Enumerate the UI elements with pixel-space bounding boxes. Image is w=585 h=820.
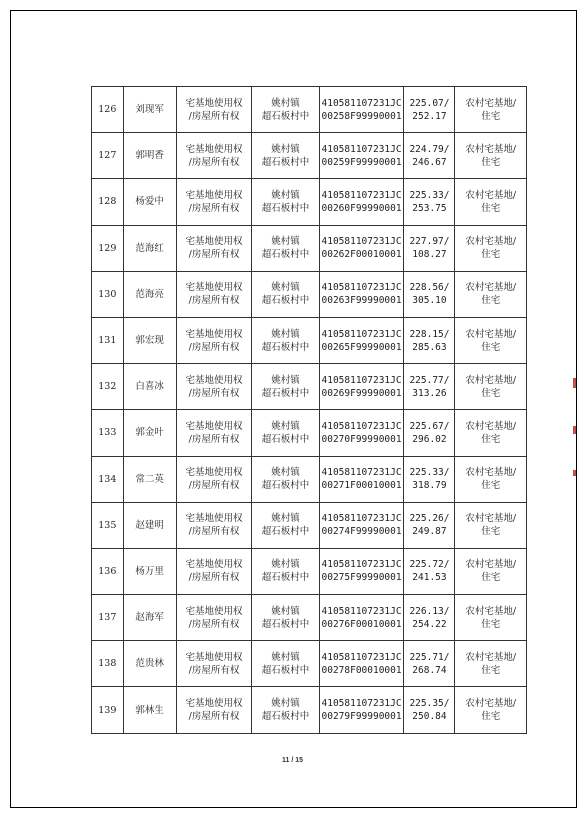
location-cell-text: 姚村镇 <box>271 328 300 340</box>
unit-code-cell <box>319 410 404 456</box>
usage-cell <box>455 179 527 225</box>
unit-code-cell-text: 410581107231JC <box>321 374 402 386</box>
right-type-cell-text: 宅基地使用权 <box>185 143 243 155</box>
unit-code-cell-text: 410581107231JC <box>321 97 402 109</box>
location-cell-text: 超石板村中 <box>261 711 310 723</box>
row-number-cell-text: 129 <box>98 242 117 254</box>
unit-code-cell-text: 00263F99990001 <box>321 295 402 307</box>
unit-code-cell-text: 00276F00010001 <box>321 618 402 630</box>
right-type-cell-text: 宅基地使用权 <box>185 698 243 710</box>
location-cell-text: 超石板村中 <box>261 202 310 214</box>
location-cell <box>252 641 319 687</box>
usage-cell-text: 农村宅基地/ <box>465 143 517 155</box>
owner-name-cell <box>123 641 176 687</box>
area-cell-text: 225.72/ <box>409 559 450 571</box>
area-cell-text: 225.35/ <box>409 698 450 710</box>
row-number-cell-text: 138 <box>98 658 117 670</box>
location-cell-text: 姚村镇 <box>271 282 300 294</box>
right-type-cell-text: 宅基地使用权 <box>185 559 243 571</box>
right-type-cell-text: /房屋所有权 <box>188 618 240 630</box>
area-cell-text: 241.53 <box>412 572 447 584</box>
usage-cell-text: 农村宅基地/ <box>465 420 517 432</box>
unit-code-cell-text: 00269F99990001 <box>321 387 402 399</box>
area-cell-text: 305.10 <box>412 295 447 307</box>
area-cell-text: 252.17 <box>412 110 447 122</box>
location-cell-text: 姚村镇 <box>271 559 300 571</box>
usage-cell <box>455 87 527 133</box>
usage-cell-text: 农村宅基地/ <box>465 651 517 663</box>
owner-name-cell <box>123 456 176 502</box>
area-cell-text: 313.26 <box>412 387 447 399</box>
unit-code-cell-text: 00275F99990001 <box>321 572 402 584</box>
usage-cell <box>455 225 527 271</box>
right-type-cell-text: /房屋所有权 <box>188 387 240 399</box>
location-cell-text: 超石板村中 <box>261 664 310 676</box>
owner-name-cell-text: 郭林生 <box>135 704 164 716</box>
table-row <box>92 133 527 179</box>
usage-cell-text: 住宅 <box>481 480 501 492</box>
unit-code-cell <box>319 271 404 317</box>
right-type-cell-text: 宅基地使用权 <box>185 97 243 109</box>
row-number-cell-text: 136 <box>98 565 117 577</box>
right-type-cell <box>176 502 252 548</box>
right-type-cell-text: /房屋所有权 <box>188 664 240 676</box>
area-cell-text: 228.15/ <box>409 328 450 340</box>
right-type-cell <box>176 133 252 179</box>
area-cell <box>404 641 455 687</box>
owner-name-cell-text: 赵海军 <box>135 612 164 624</box>
row-number-cell <box>92 179 124 225</box>
area-cell-text: 225.67/ <box>409 420 450 432</box>
right-type-cell <box>176 595 252 641</box>
table-row <box>92 271 527 317</box>
unit-code-cell-text: 00274F99990001 <box>321 526 402 538</box>
usage-cell-text: 住宅 <box>481 664 501 676</box>
location-cell <box>252 687 319 733</box>
location-cell <box>252 225 319 271</box>
unit-code-cell-text: 00271F00010001 <box>321 480 402 492</box>
usage-cell-text: 农村宅基地/ <box>465 328 517 340</box>
owner-name-cell <box>123 548 176 594</box>
usage-cell-text: 农村宅基地/ <box>465 282 517 294</box>
owner-name-cell <box>123 87 176 133</box>
area-cell-text: 296.02 <box>412 433 447 445</box>
row-number-cell <box>92 641 124 687</box>
usage-cell-text: 住宅 <box>481 202 501 214</box>
area-cell <box>404 133 455 179</box>
owner-name-cell <box>123 225 176 271</box>
usage-cell-text: 住宅 <box>481 110 501 122</box>
area-cell-text: 225.71/ <box>409 651 450 663</box>
owner-name-cell <box>123 133 176 179</box>
location-cell-text: 姚村镇 <box>271 97 300 109</box>
unit-code-cell-text: 410581107231JC <box>321 282 402 294</box>
row-number-cell-text: 133 <box>98 427 117 439</box>
unit-code-cell <box>319 225 404 271</box>
unit-code-cell-text: 00262F00010001 <box>321 249 402 261</box>
usage-cell-text: 农村宅基地/ <box>465 97 517 109</box>
owner-name-cell <box>123 502 176 548</box>
row-number-cell-text: 127 <box>98 150 117 162</box>
location-cell-text: 超石板村中 <box>261 110 310 122</box>
table-row <box>92 548 527 594</box>
location-cell-text: 姚村镇 <box>271 236 300 248</box>
right-type-cell-text: /房屋所有权 <box>188 341 240 353</box>
usage-cell-text: 住宅 <box>481 618 501 630</box>
area-cell-text: 224.79/ <box>409 143 450 155</box>
area-cell <box>404 364 455 410</box>
usage-cell <box>455 364 527 410</box>
right-type-cell-text: /房屋所有权 <box>188 295 240 307</box>
usage-cell-text: 住宅 <box>481 249 501 261</box>
unit-code-cell-text: 00258F99990001 <box>321 110 402 122</box>
right-type-cell-text: /房屋所有权 <box>188 433 240 445</box>
unit-code-cell-text: 410581107231JC <box>321 143 402 155</box>
table-row <box>92 179 527 225</box>
owner-name-cell <box>123 687 176 733</box>
right-type-cell <box>176 271 252 317</box>
row-number-cell <box>92 87 124 133</box>
table-row <box>92 364 527 410</box>
location-cell-text: 姚村镇 <box>271 189 300 201</box>
unit-code-cell <box>319 502 404 548</box>
unit-code-cell-text: 410581107231JC <box>321 605 402 617</box>
unit-code-cell-text: 410581107231JC <box>321 420 402 432</box>
area-cell <box>404 687 455 733</box>
area-cell <box>404 87 455 133</box>
usage-cell-text: 农村宅基地/ <box>465 513 517 525</box>
right-type-cell-text: 宅基地使用权 <box>185 374 243 386</box>
location-cell-text: 超石板村中 <box>261 618 310 630</box>
row-number-cell-text: 126 <box>98 104 117 116</box>
location-cell-text: 姚村镇 <box>271 698 300 710</box>
area-cell-text: 225.07/ <box>409 97 450 109</box>
edge-stamp-mark <box>573 470 576 476</box>
usage-cell-text: 住宅 <box>481 387 501 399</box>
unit-code-cell-text: 00279F99990001 <box>321 711 402 723</box>
usage-cell <box>455 502 527 548</box>
unit-code-cell-text: 00278F00010001 <box>321 664 402 676</box>
right-type-cell <box>176 317 252 363</box>
location-cell-text: 超石板村中 <box>261 572 310 584</box>
row-number-cell <box>92 595 124 641</box>
usage-cell-text: 住宅 <box>481 295 501 307</box>
table-row <box>92 225 527 271</box>
right-type-cell-text: 宅基地使用权 <box>185 328 243 340</box>
table-row <box>92 687 527 733</box>
row-number-cell-text: 128 <box>98 196 117 208</box>
right-type-cell <box>176 456 252 502</box>
location-cell-text: 姚村镇 <box>271 651 300 663</box>
unit-code-cell-text: 00265F99990001 <box>321 341 402 353</box>
location-cell-text: 超石板村中 <box>261 341 310 353</box>
row-number-cell <box>92 133 124 179</box>
area-cell <box>404 317 455 363</box>
owner-name-cell-text: 赵建明 <box>135 519 164 531</box>
area-cell <box>404 595 455 641</box>
right-type-cell <box>176 410 252 456</box>
row-number-cell-text: 137 <box>98 612 117 624</box>
right-type-cell-text: /房屋所有权 <box>188 711 240 723</box>
usage-cell-text: 住宅 <box>481 711 501 723</box>
right-type-cell <box>176 179 252 225</box>
unit-code-cell <box>319 595 404 641</box>
location-cell <box>252 595 319 641</box>
area-cell <box>404 456 455 502</box>
area-cell-text: 253.75 <box>412 202 447 214</box>
location-cell-text: 姚村镇 <box>271 374 300 386</box>
row-number-cell <box>92 225 124 271</box>
area-cell-text: 254.22 <box>412 618 447 630</box>
usage-cell-text: 住宅 <box>481 433 501 445</box>
table-row <box>92 410 527 456</box>
owner-name-cell <box>123 271 176 317</box>
right-type-cell-text: 宅基地使用权 <box>185 605 243 617</box>
location-cell-text: 超石板村中 <box>261 480 310 492</box>
table-row <box>92 641 527 687</box>
row-number-cell <box>92 364 124 410</box>
unit-code-cell <box>319 364 404 410</box>
location-cell <box>252 364 319 410</box>
owner-name-cell-text: 杨万里 <box>135 565 164 577</box>
area-cell <box>404 225 455 271</box>
right-type-cell-text: /房屋所有权 <box>188 249 240 261</box>
row-number-cell <box>92 687 124 733</box>
unit-code-cell <box>319 548 404 594</box>
row-number-cell <box>92 271 124 317</box>
table-row <box>92 456 527 502</box>
row-number-cell <box>92 410 124 456</box>
row-number-cell <box>92 548 124 594</box>
usage-cell-text: 住宅 <box>481 156 501 168</box>
owner-name-cell-text: 刘现军 <box>135 104 164 116</box>
unit-code-cell <box>319 317 404 363</box>
usage-cell <box>455 133 527 179</box>
usage-cell <box>455 271 527 317</box>
area-cell-text: 227.97/ <box>409 236 450 248</box>
table-row <box>92 317 527 363</box>
location-cell <box>252 410 319 456</box>
row-number-cell-text: 134 <box>98 473 117 485</box>
usage-cell-text: 住宅 <box>481 341 501 353</box>
table-row <box>92 502 527 548</box>
usage-cell <box>455 410 527 456</box>
unit-code-cell-text: 410581107231JC <box>321 651 402 663</box>
right-type-cell-text: 宅基地使用权 <box>185 282 243 294</box>
usage-cell <box>455 641 527 687</box>
usage-cell-text: 住宅 <box>481 526 501 538</box>
edge-stamp-mark <box>573 426 576 434</box>
location-cell <box>252 502 319 548</box>
right-type-cell-text: /房屋所有权 <box>188 202 240 214</box>
usage-cell-text: 农村宅基地/ <box>465 698 517 710</box>
unit-code-cell-text: 410581107231JC <box>321 236 402 248</box>
area-cell-text: 228.56/ <box>409 282 450 294</box>
owner-name-cell-text: 杨爱中 <box>135 196 164 208</box>
area-cell <box>404 502 455 548</box>
area-cell <box>404 179 455 225</box>
owner-name-cell-text: 范海亮 <box>135 288 164 300</box>
right-type-cell <box>176 687 252 733</box>
unit-code-cell-text: 00260F99990001 <box>321 202 402 214</box>
right-type-cell <box>176 87 252 133</box>
location-cell-text: 姚村镇 <box>271 467 300 479</box>
unit-code-cell <box>319 641 404 687</box>
unit-code-cell <box>319 456 404 502</box>
location-cell-text: 姚村镇 <box>271 420 300 432</box>
unit-code-cell-text: 410581107231JC <box>321 328 402 340</box>
location-cell <box>252 548 319 594</box>
owner-name-cell-text: 郭金叶 <box>135 427 164 439</box>
location-cell-text: 超石板村中 <box>261 249 310 261</box>
owner-name-cell <box>123 595 176 641</box>
area-cell <box>404 271 455 317</box>
row-number-cell-text: 132 <box>98 381 117 393</box>
unit-code-cell-text: 410581107231JC <box>321 513 402 525</box>
area-cell-text: 225.33/ <box>409 467 450 479</box>
right-type-cell-text: /房屋所有权 <box>188 156 240 168</box>
row-number-cell-text: 139 <box>98 704 117 716</box>
usage-cell <box>455 595 527 641</box>
unit-code-cell-text: 410581107231JC <box>321 698 402 710</box>
usage-cell-text: 农村宅基地/ <box>465 374 517 386</box>
area-cell <box>404 410 455 456</box>
location-cell <box>252 271 319 317</box>
location-cell-text: 超石板村中 <box>261 295 310 307</box>
location-cell-text: 姚村镇 <box>271 605 300 617</box>
usage-cell-text: 农村宅基地/ <box>465 189 517 201</box>
row-number-cell-text: 131 <box>98 335 117 347</box>
usage-cell-text: 农村宅基地/ <box>465 605 517 617</box>
location-cell-text: 超石板村中 <box>261 433 310 445</box>
row-number-cell <box>92 456 124 502</box>
right-type-cell-text: 宅基地使用权 <box>185 420 243 432</box>
location-cell-text: 姚村镇 <box>271 513 300 525</box>
table-row <box>92 595 527 641</box>
right-type-cell-text: 宅基地使用权 <box>185 651 243 663</box>
owner-name-cell <box>123 179 176 225</box>
edge-stamp-mark <box>573 378 576 388</box>
area-cell-text: 318.79 <box>412 480 447 492</box>
area-cell <box>404 548 455 594</box>
row-number-cell <box>92 502 124 548</box>
records-table <box>91 86 527 734</box>
location-cell <box>252 179 319 225</box>
right-type-cell <box>176 548 252 594</box>
owner-name-cell-text: 郭明香 <box>135 150 164 162</box>
owner-name-cell <box>123 317 176 363</box>
usage-cell-text: 农村宅基地/ <box>465 467 517 479</box>
unit-code-cell <box>319 687 404 733</box>
unit-code-cell-text: 00270F99990001 <box>321 433 402 445</box>
location-cell <box>252 133 319 179</box>
area-cell-text: 268.74 <box>412 664 447 676</box>
usage-cell <box>455 548 527 594</box>
page-number: 11 / 15 <box>281 757 304 764</box>
usage-cell <box>455 317 527 363</box>
area-cell-text: 246.67 <box>412 156 447 168</box>
area-cell-text: 225.77/ <box>409 374 450 386</box>
unit-code-cell-text: 00259F99990001 <box>321 156 402 168</box>
usage-cell-text: 农村宅基地/ <box>465 236 517 248</box>
owner-name-cell-text: 范海红 <box>135 242 164 254</box>
area-cell-text: 285.63 <box>412 341 447 353</box>
right-type-cell-text: 宅基地使用权 <box>185 513 243 525</box>
area-cell-text: 225.33/ <box>409 189 450 201</box>
records-table-body <box>92 87 527 734</box>
area-cell-text: 108.27 <box>412 249 447 261</box>
unit-code-cell <box>319 87 404 133</box>
right-type-cell-text: /房屋所有权 <box>188 110 240 122</box>
unit-code-cell <box>319 133 404 179</box>
right-type-cell <box>176 641 252 687</box>
usage-cell <box>455 687 527 733</box>
owner-name-cell-text: 范贵林 <box>135 658 164 670</box>
location-cell <box>252 456 319 502</box>
table-row <box>92 87 527 133</box>
area-cell-text: 226.13/ <box>409 605 450 617</box>
right-type-cell-text: 宅基地使用权 <box>185 236 243 248</box>
location-cell-text: 超石板村中 <box>261 387 310 399</box>
row-number-cell <box>92 317 124 363</box>
right-type-cell-text: /房屋所有权 <box>188 526 240 538</box>
right-type-cell-text: /房屋所有权 <box>188 480 240 492</box>
document-page <box>10 10 577 808</box>
unit-code-cell-text: 410581107231JC <box>321 559 402 571</box>
right-type-cell <box>176 225 252 271</box>
area-cell-text: 249.87 <box>412 526 447 538</box>
right-type-cell-text: 宅基地使用权 <box>185 189 243 201</box>
location-cell-text: 超石板村中 <box>261 156 310 168</box>
location-cell <box>252 87 319 133</box>
right-type-cell <box>176 364 252 410</box>
usage-cell <box>455 456 527 502</box>
usage-cell-text: 农村宅基地/ <box>465 559 517 571</box>
location-cell-text: 姚村镇 <box>271 143 300 155</box>
unit-code-cell-text: 410581107231JC <box>321 467 402 479</box>
owner-name-cell-text: 白喜冰 <box>135 381 164 393</box>
row-number-cell-text: 135 <box>98 519 117 531</box>
row-number-cell-text: 130 <box>98 288 117 300</box>
usage-cell-text: 住宅 <box>481 572 501 584</box>
location-cell-text: 超石板村中 <box>261 526 310 538</box>
right-type-cell-text: 宅基地使用权 <box>185 467 243 479</box>
owner-name-cell <box>123 364 176 410</box>
owner-name-cell-text: 郭宏现 <box>135 335 164 347</box>
right-type-cell-text: /房屋所有权 <box>188 572 240 584</box>
unit-code-cell-text: 410581107231JC <box>321 189 402 201</box>
area-cell-text: 225.26/ <box>409 513 450 525</box>
area-cell-text: 250.84 <box>412 711 447 723</box>
location-cell <box>252 317 319 363</box>
owner-name-cell <box>123 410 176 456</box>
owner-name-cell-text: 常二英 <box>135 473 164 485</box>
unit-code-cell <box>319 179 404 225</box>
